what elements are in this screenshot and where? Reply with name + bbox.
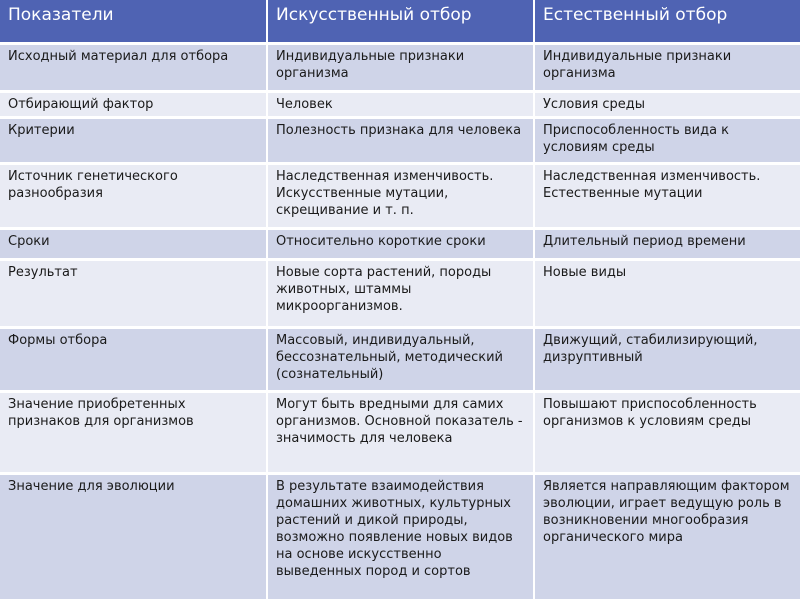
natural-cell: Индивидуальные признаки организма [534, 43, 800, 91]
table-row [0, 259, 800, 327]
table-row [0, 117, 800, 163]
row-label: Результат [0, 259, 267, 327]
natural-cell: Длительный период времени [534, 228, 800, 259]
natural-cell: Приспособленность вида к условиям среды [534, 117, 800, 163]
table-row [0, 91, 800, 117]
artificial-cell: Новые сорта растений, породы животных, штаммы микроорганизмов. [267, 259, 534, 327]
artificial-cell: Массовый, индивидуальный, бессознательный, методический (сознательный) [267, 327, 534, 391]
table-row [0, 228, 800, 259]
artificial-cell: Человек [267, 91, 534, 117]
row-label: Значение приобретенных признаков для организмов [0, 391, 267, 473]
natural-cell: Условия среды [534, 91, 800, 117]
header-indicators: Показатели [0, 0, 267, 43]
table-row [0, 163, 800, 228]
table-row [0, 391, 800, 473]
natural-cell: Движущий, стабилизирующий, дизруптивный [534, 327, 800, 391]
header-natural-selection: Естественный отбор [534, 0, 800, 43]
table-row [0, 473, 800, 600]
artificial-cell: Могут быть вредными для самих организмов. Основной показатель - значимость для человека [267, 391, 534, 473]
row-label: Формы отбора [0, 327, 267, 391]
row-label: Сроки [0, 228, 267, 259]
header-row [0, 0, 800, 43]
artificial-cell: Относительно короткие сроки [267, 228, 534, 259]
artificial-cell: Наследственная изменчивость. Искусственные мутации, скрещивание и т. п. [267, 163, 534, 228]
artificial-cell: Полезность признака для человека [267, 117, 534, 163]
natural-cell: Является направляющим фактором эволюции, играет ведущую роль в возникновении многообразия органического мира [534, 473, 800, 600]
row-label: Отбирающий фактор [0, 91, 267, 117]
natural-cell: Наследственная изменчивость. Естественные мутации [534, 163, 800, 228]
artificial-cell: Индивидуальные признаки организма [267, 43, 534, 91]
row-label: Исходный материал для отбора [0, 43, 267, 91]
artificial-cell: В результате взаимодействия домашних животных, культурных растений и дикой природы, возможно появление новых видов на основе искусственно выведенных пород и сортов [267, 473, 534, 600]
row-label: Источник генетического разнообразия [0, 163, 267, 228]
header-artificial-selection: Искусственный отбор [267, 0, 534, 43]
table-row [0, 43, 800, 91]
natural-cell: Новые виды [534, 259, 800, 327]
natural-cell: Повышают приспособленность организмов к условиям среды [534, 391, 800, 473]
row-label: Критерии [0, 117, 267, 163]
row-label: Значение для эволюции [0, 473, 267, 600]
table-row [0, 327, 800, 391]
